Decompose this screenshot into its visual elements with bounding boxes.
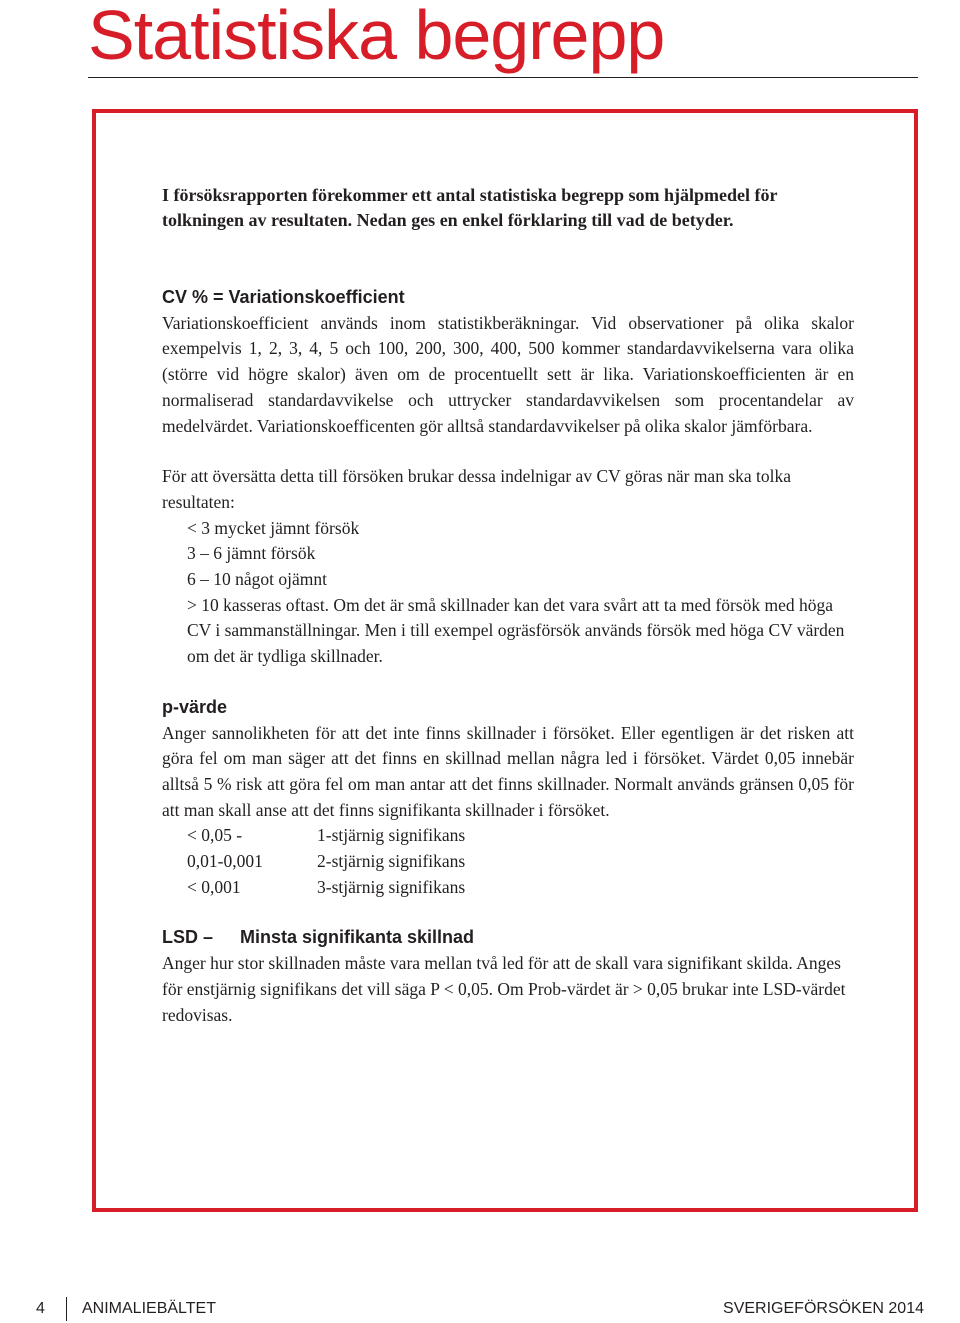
page-title: Statistiska begrepp xyxy=(88,0,665,74)
significance-label: 2-stjärnig signifikans xyxy=(317,851,466,872)
series-name: SVERIGEFÖRSÖKEN 2014 xyxy=(723,1300,924,1317)
cv-heading: CV % = Variationskoefficient xyxy=(162,287,405,307)
lsd-heading xyxy=(162,925,854,951)
cv-list-item: < 3 mycket jämnt försök xyxy=(187,517,360,538)
cv-paragraph-2: För att översätta detta till försöken brukar dessa indelnigar av CV göras när man ska tolka resultaten: xyxy=(162,466,792,512)
significance-range: < 0,05 - xyxy=(187,825,243,846)
cv-list-item: 3 – 6 jämnt försök xyxy=(187,543,316,564)
publication-name: ANIMALIEBÄLTET xyxy=(82,1300,216,1317)
content-body xyxy=(162,183,854,1028)
significance-row xyxy=(187,875,854,901)
cv-list-item: > 10 kasseras oftast. Om det är små skillnader kan det vara svårt att ta med försök med höga CV i sammanställningar. Men i till exempel ogräsförsök används försök med höga CV värden om det är tydliga skillnader. xyxy=(187,594,845,667)
footer-separator xyxy=(66,1297,67,1321)
significance-label: 1-stjärnig signifikans xyxy=(317,825,466,846)
page-number: 4 xyxy=(36,1300,45,1317)
pvalue-paragraph: Anger sannolikheten för att det inte finns skillnader i försöket. Eller egentligen är det risken att göra fel om man säger att det finns en skillnad mellan några led i försöket. Värdet 0,05 innebär alltså 5 % risk att göra fel om man antar att det finns skillnader. Normalt används gränsen 0,05 för att man skall anse att det finns signifikanta skillnader i försöket. xyxy=(162,722,854,820)
cv-paragraph-1: Variationskoefficient används inom statistikberäkningar. Vid observationer på olika skalor exempelvis 1, 2, 3, 4, 5 och 100, 200, 300, 400, 500 kommer standardavvikelserna vara olika (större vid högre skalor) även om de procentuellt sett är lika. Variationskoefficienten är en normaliserad standardavvikelse och uttrycker standardavvikelsen som procentandelar av medelvärdet. Variationskoefficenten gör alltså standardavvikelser på olika skalor jämförbara. xyxy=(162,312,854,436)
lsd-abbreviation: LSD – xyxy=(162,927,214,948)
significance-range: < 0,001 xyxy=(187,876,241,897)
significance-row xyxy=(187,823,854,849)
significance-range: 0,01-0,001 xyxy=(187,851,263,872)
pvalue-heading: p-värde xyxy=(162,696,228,717)
intro-text: I försöksrapporten förekommer ett antal statistiska begrepp som hjälpmedel för tolkningen av resultaten. Nedan ges en enkel förklaring till vad de betyder. xyxy=(162,185,778,230)
lsd-paragraph: Anger hur stor skillnaden måste vara mellan två led för att de skall vara signifikant skilda. Anges för enstjärnig signifikans det vill säga P < 0,05. Om Prob-värdet är > 0,05 brukar inte LSD-värdet redovisas. xyxy=(162,953,846,1025)
significance-row xyxy=(187,849,854,875)
significance-table xyxy=(162,823,854,900)
significance-label: 3-stjärnig signifikans xyxy=(317,876,466,897)
page-footer xyxy=(36,1297,924,1321)
title-divider xyxy=(88,77,918,78)
cv-list-item: 6 – 10 något ojämnt xyxy=(187,569,327,590)
cv-list xyxy=(162,516,854,670)
lsd-title: Minsta signifikanta skillnad xyxy=(240,927,475,948)
